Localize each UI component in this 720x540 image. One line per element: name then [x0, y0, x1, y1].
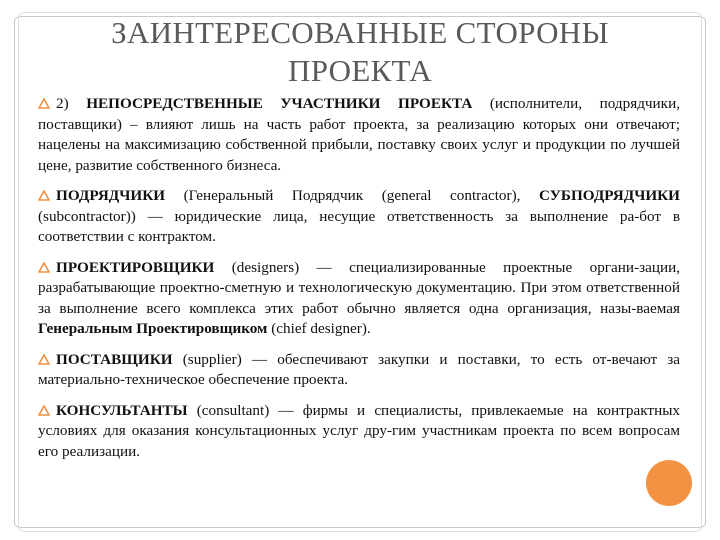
triangle-bullet-icon	[38, 262, 50, 273]
bold-term: ПРОЕКТИРОВЩИКИ	[56, 258, 215, 276]
bold-term: ПОДРЯДЧИКИ	[56, 187, 166, 204]
triangle-bullet-icon	[38, 98, 50, 109]
body-text: (consultant) — фирмы и специалисты, привлекаемые на контрактных условиях для оказания консультационных услуг дру-гим участникам проекта по всем вопросам его реализации.	[38, 401, 680, 460]
slide-title: ЗАИНТЕРЕСОВАННЫЕ СТОРОНЫ ПРОЕКТА	[111, 15, 609, 88]
bold-term: СУБПОДРЯДЧИКИ	[539, 187, 680, 204]
bullet-paragraph	[38, 401, 680, 463]
bullet-paragraph	[38, 258, 680, 340]
body-text: (subcontractor)) — юридические лица, несущие ответственность за выполнение ра-бот в соответствии с контрактом.	[38, 207, 680, 245]
body-text: (исполнители, подрядчики, поставщики) – влияют лишь на часть работ проекта, за реализацию которых они отвечают; нацелены на максимизацию собственной прибыли, поставку своих услуг и продукции по лучшей цене, развитие собственного бизнеса.	[38, 95, 680, 174]
bold-term: ПОСТАВЩИКИ	[56, 350, 173, 368]
triangle-bullet-icon	[38, 354, 50, 365]
bold-term: Генеральным Проектировщиком	[38, 320, 268, 337]
body-text: (chief designer).	[267, 320, 371, 337]
bullet-paragraph	[38, 350, 680, 391]
bold-term: КОНСУЛЬТАНТЫ	[56, 401, 188, 419]
body-text: (designers) — специализированные проектные органи-зации, разрабатывающие проектно-сметную и технологическую документацию. При этом ответственной за выполнение всего комплекса этих работ обычно является одна организация, назы-ваемая	[38, 258, 680, 317]
slide-content	[38, 94, 680, 462]
body-text: 2)	[56, 95, 87, 112]
bullet-paragraph	[38, 186, 680, 248]
body-text: (supplier) — обеспечивают закупки и поставки, то есть от-вечают за материально-техническое обеспечение проекта.	[38, 350, 680, 388]
triangle-bullet-icon	[38, 190, 50, 201]
accent-circle	[646, 460, 692, 506]
bullet-paragraph	[38, 94, 680, 176]
bold-term: НЕПОСРЕДСТВЕННЫЕ УЧАСТНИКИ ПРОЕКТА	[86, 95, 473, 112]
body-text: (Генеральный Подрядчик (general contractor),	[165, 187, 539, 204]
triangle-bullet-icon	[38, 405, 50, 416]
